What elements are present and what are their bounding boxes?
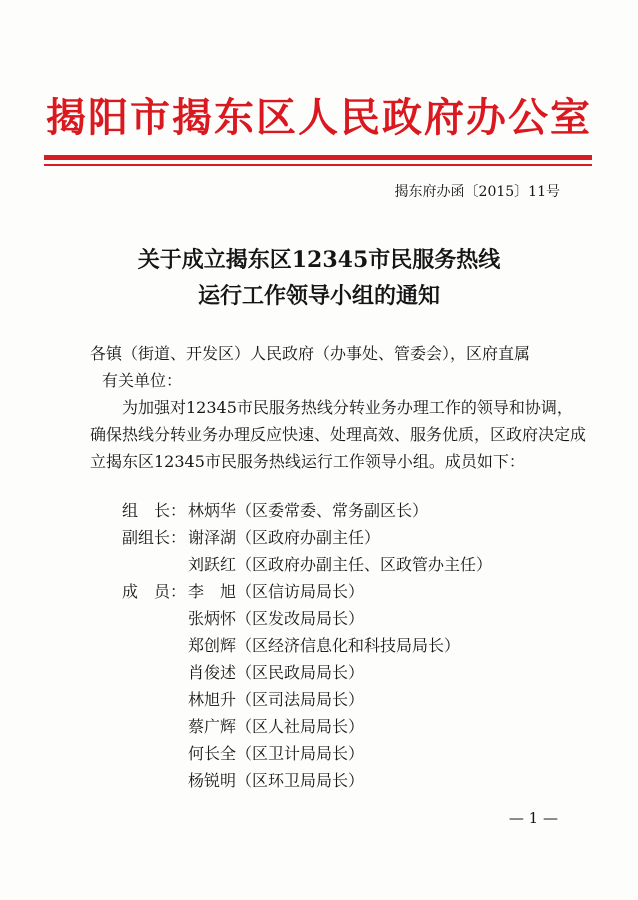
- member-row: [122, 713, 492, 740]
- deputy-name: 刘跃红（区政府办副主任、区政管办主任）: [188, 555, 493, 574]
- member-row: [122, 686, 492, 713]
- member-name: 李 旭（区信访局局长）: [188, 582, 365, 601]
- member-row: [122, 740, 492, 767]
- member-name: 林旭升（区司法局局长）: [188, 690, 365, 709]
- member-name: 郑创辉（区经济信息化和科技局局长）: [188, 636, 461, 655]
- addressee-line-1: 各镇（街道、开发区）人民政府（办事处、管委会），区府直属: [90, 344, 531, 363]
- member-name: 杨锐明（区环卫局局长）: [188, 771, 365, 790]
- addressee-line-2: 有关单位：: [102, 371, 183, 390]
- member-row: [122, 632, 492, 659]
- deputy-row: [122, 524, 492, 551]
- document-title-line-2: 运行工作领导小组的通知: [197, 283, 440, 309]
- document-title: [0, 242, 638, 314]
- member-name: 肖俊述（区民政局局长）: [188, 663, 365, 682]
- members-role-label: 成 员：: [122, 582, 187, 601]
- member-row: [122, 578, 492, 605]
- member-name: 何长全（区卫计局局长）: [188, 744, 365, 763]
- member-name: 张炳怀（区发改局局长）: [188, 609, 365, 628]
- body-paragraph: 为加强对12345市民服务热线分转业务办理工作的领导和协调，确保热线分转业务办理反应快速、处理高效、服务优质，区政府决定成立揭东区12345市民服务热线运行工作领导小组。成员如下：: [90, 398, 587, 471]
- leader-role-label: 组 长：: [122, 501, 187, 520]
- member-row: [122, 767, 492, 794]
- page-number: — 1 —: [508, 809, 558, 827]
- deputy-name: 谢泽湖（区政府办副主任）: [188, 528, 381, 547]
- document-number: 揭东府办函〔2015〕11号: [394, 184, 560, 200]
- member-row: [122, 659, 492, 686]
- deputy-role-label: 副组长：: [122, 528, 187, 547]
- member-row: [122, 605, 492, 632]
- leader-row: [122, 497, 492, 524]
- document-body: [90, 340, 586, 475]
- member-name: 蔡广辉（区人社局局长）: [188, 717, 365, 736]
- header-red-rule-thin: [44, 164, 592, 166]
- document-title-line-1: 关于成立揭东区12345市民服务热线: [137, 247, 501, 273]
- leader-name: 林炳华（区委常委、常务副区长）: [188, 501, 429, 520]
- member-list: [122, 497, 492, 794]
- deputy-row: [122, 551, 492, 578]
- header-red-rule-thick: [44, 155, 592, 160]
- issuing-office-title: 揭阳市揭东区人民政府办公室: [46, 95, 592, 141]
